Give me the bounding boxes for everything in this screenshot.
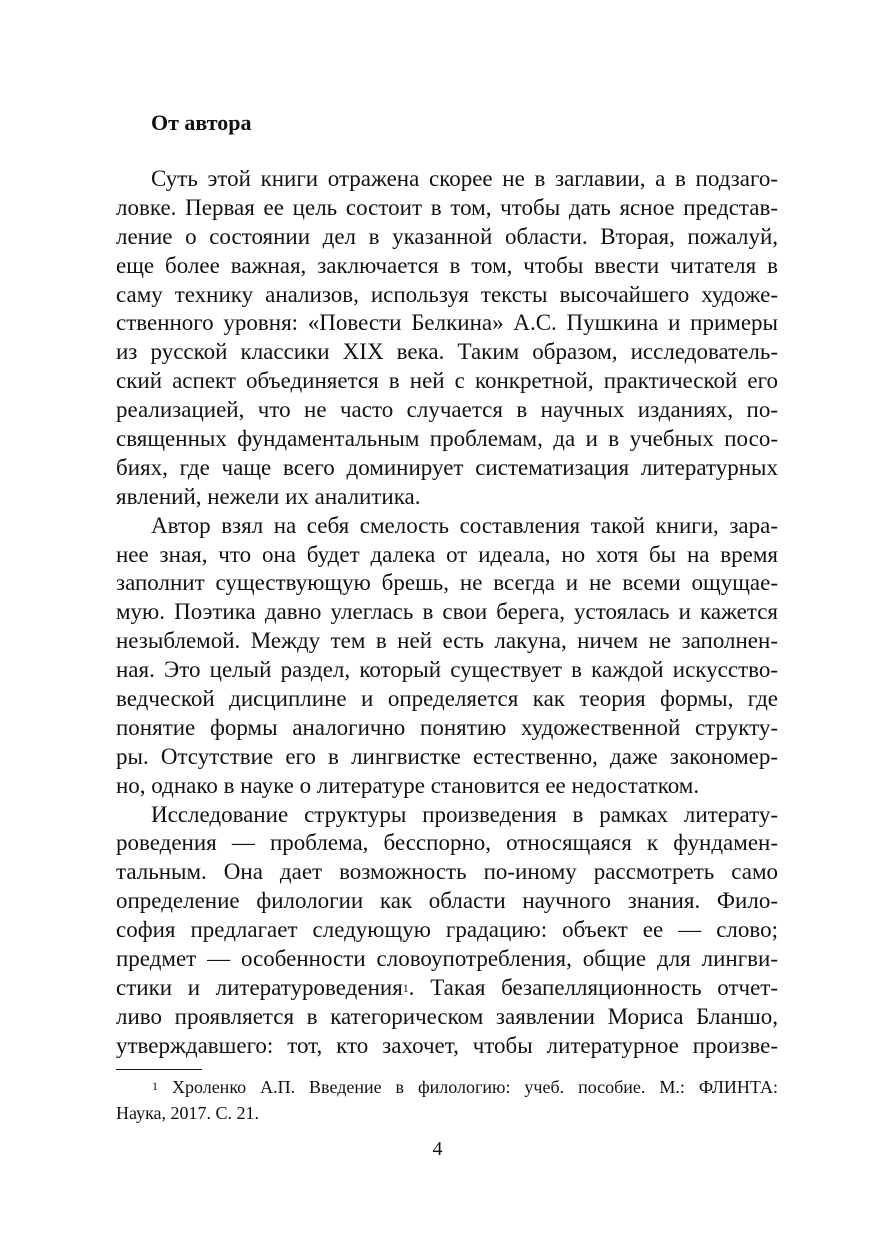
- text-line: утверждавшего: тот, кто захочет, чтобы литературное произве-: [116, 1032, 778, 1058]
- footnote-reference[interactable]: 1: [402, 980, 409, 995]
- text-line: явлений, нежели их аналитика.: [116, 483, 421, 509]
- section-heading: От автора: [151, 110, 252, 135]
- text-line: заполнит существующую брешь, не всегда и не всеми ощущае-: [116, 570, 778, 596]
- main-text: [116, 165, 778, 1061]
- text-line: ная. Это целый раздел, который существует в каждой искусство-: [116, 657, 778, 683]
- text-line: Суть этой книги отражена скорее не в заглавии, а в подзаго-: [151, 166, 778, 191]
- text-line: ры. Отсутствие его в лингвистке естественно, даже закономер-: [116, 743, 778, 769]
- text-line: роведения — проблема, бесспорно, относящаяся к фундамен-: [116, 830, 778, 856]
- text-line: Автор взял на себя смелость составления такой книги, зара-: [151, 512, 778, 538]
- text-line: ведческой дисциплине и определяется как теория формы, где: [116, 686, 778, 712]
- text-line: незыблемой. Между тем в ней есть лакуна, ничем не заполнен-: [116, 628, 778, 654]
- footnote-divider: [116, 1069, 202, 1070]
- text-line-with-footnote: стики и литературоведения$^1$. Такая безапелляционность отчет-: [116, 974, 778, 1000]
- text-line: понятие формы аналогично понятию художественной структу-: [116, 714, 778, 740]
- text-line: ливо проявляется в категорическом заявлении Мориса Бланшо,: [116, 1003, 778, 1029]
- footnote-line: Наука, 2017. С. 21.: [116, 1103, 260, 1123]
- paragraph-2: [116, 512, 778, 801]
- text-line: нее зная, что она будет далека от идеала, но хотя бы на время: [116, 541, 778, 567]
- page-number: 4: [432, 1138, 443, 1160]
- text-line: определение филологии как области научного знания. Фило-: [116, 888, 778, 914]
- text-line: ловке. Первая ее цель состоит в том, чтобы дать ясное представ-: [116, 194, 778, 220]
- text-line: но, однако в науке о литературе становится ее недостатком.: [116, 772, 700, 798]
- text-line: саму технику анализов, используя тексты высочайшего художе-: [116, 281, 778, 307]
- text-line: предмет — особенности словоупотребления, общие для лингви-: [116, 946, 778, 972]
- text-line: Исследование структуры произведения в рамках литерату-: [151, 801, 778, 827]
- text-line: тальным. Она дает возможность по-иному рассмотреть само: [116, 859, 778, 885]
- footnote: [116, 1074, 778, 1126]
- text-line: мую. Поэтика давно улеглась в свои берега, устоялась и кажется: [116, 599, 778, 625]
- footnote-line: $^1$ Хроленко А.П. Введение в филологию: учеб. пособие. М.: ФЛИНТА:: [152, 1077, 778, 1097]
- text-line: ление о состоянии дел в указанной области. Вторая, пожалуй,: [116, 223, 778, 249]
- text-line: из русской классики XIX века. Таким образом, исследователь-: [116, 339, 778, 365]
- footnote-mark: 1: [152, 1079, 158, 1093]
- text-line: софия предлагает следующую градацию: объект ее — слово;: [116, 917, 778, 943]
- paragraph-3: [116, 801, 778, 1061]
- text-line: священных фундаментальным проблемам, да и в учебных посо-: [116, 426, 778, 452]
- text-line: реализацией, что не часто случается в научных изданиях, по-: [116, 397, 778, 423]
- text-line: еще более важная, заключается в том, чтобы ввести читателя в: [116, 252, 778, 278]
- text-line: ский аспект объединяется в ней с конкретной, практической его: [116, 368, 778, 394]
- text-line: ственного уровня: «Повести Белкина» А.С. Пушкина и примеры: [116, 310, 778, 336]
- paragraph-1: [116, 165, 778, 512]
- text-line: биях, где чаще всего доминирует систематизация литературных: [116, 454, 778, 480]
